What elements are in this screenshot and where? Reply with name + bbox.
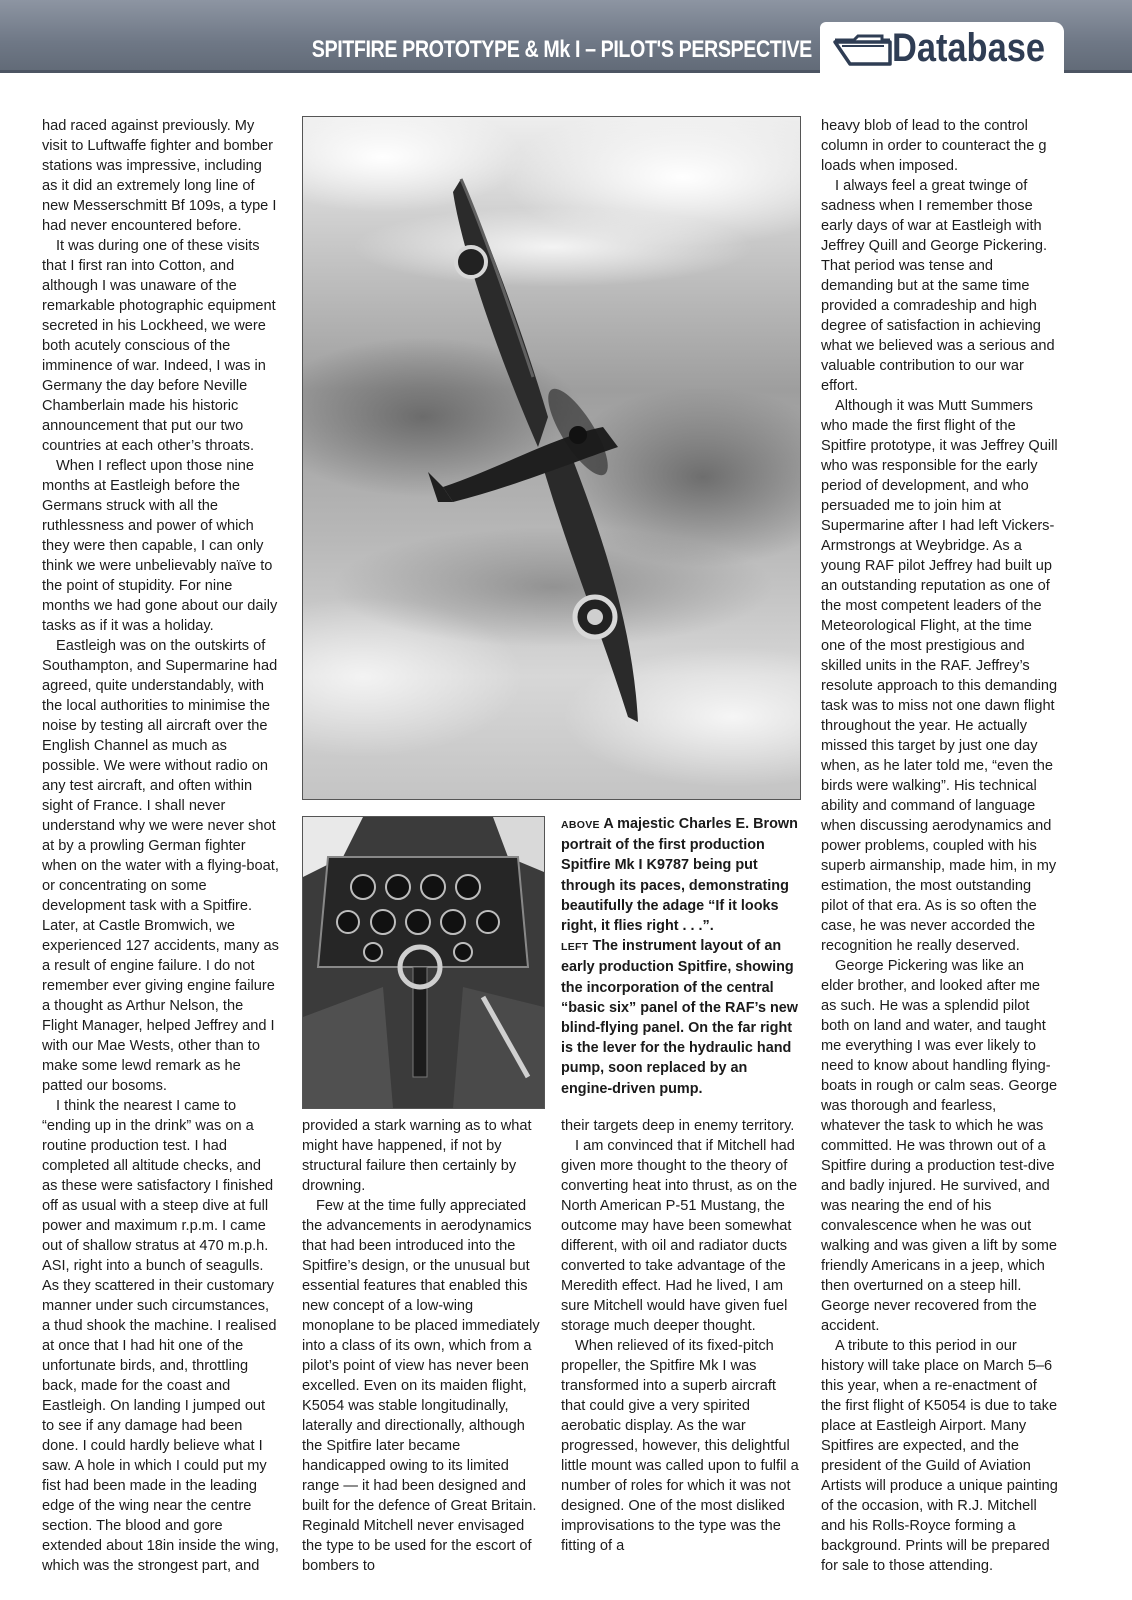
paragraph: heavy blob of lead to the control column in order to counteract the g loads when imposed. <box>821 118 1047 174</box>
paragraph: When relieved of its fixed-pitch propeller, the Spitfire Mk I was transformed into a superb aircraft that could give a very spirited aerobatic display. As the war progressed, however, this delightful little mount was called upon to fulfil a number of roles for which it was not designed. One of the most disliked improvisations to the type was the fitting of a <box>561 1338 799 1554</box>
paragraph: I always feel a great twinge of sadness when I remember those early days of war at Eastleigh with Jeffrey Quill and George Pickering. That period was tense and demanding but at the same time provided a comradeship and high degree of satisfaction in achieving what we believed was a serious and valuable contribution to our war effort. <box>821 178 1055 394</box>
paragraph: provided a stark warning as to what might have happened, if not by structural failure then certainly by drowning. <box>302 1118 532 1194</box>
cockpit-photo <box>302 816 545 1109</box>
paragraph: I think the nearest I came to “ending up in the drink” was on a routine production test. I had completed all altitude checks, and as these were satisfactory I finished off as usual with a steep dive at full power and maximum r.p.m. I came out of shallow stratus at 470 m.p.h. ASI, right into a bunch of seagulls. As they scattered in their customary manner under such circumstances, a thud shook the machine. I realised at once that I had hit one of the unfortunate birds, and, throttling back, made for the coast and Eastleigh. On landing I jumped out to see if any damage had been done. I could hardly believe what I saw. A hole in which I could put my fist had been made in the leading edge of the wing near the centre section. The blood and gore extended about 18in inside the wing, which was the strongest part, and <box>42 1098 279 1574</box>
caption-above-lead: ABOVE <box>561 819 600 831</box>
text-column-4 <box>821 116 1059 1576</box>
paragraph: their targets deep in enemy territory. <box>561 1118 795 1134</box>
spitfire-illustration <box>303 117 800 799</box>
article-title: SPITFIRE PROTOTYPE & Mk I – PILOT'S PERSPECTIVE <box>311 36 812 63</box>
paragraph: When I reflect upon those nine months at Eastleigh before the Germans struck with all the ruthlessness and power of which they were then capable, I can only think we were unbelievably naïve to the point of stupidity. For nine months we had gone about our daily tasks as if it was a holiday. <box>42 458 278 634</box>
paragraph: Few at the time fully appreciated the advancements in aerodynamics that had been introduced into the Spitfire’s design, or the unusual but essential features that enabled this new concept of a low-wing monoplane to be placed immediately into a class of its own, which from a pilot’s point of view has never been excelled. Even on its maiden flight, K5054 was stable longitudinally, laterally and directionally, although the Spitfire later became handicapped owing to its limited range — it had been designed and built for the defence of Great Britain. Reginald Mitchell never envisaged the type to be used for the escort of bombers to <box>302 1198 540 1574</box>
paragraph: I am convinced that if Mitchell had given more thought to the theory of converting heat into thrust, as on the North American P-51 Mustang, the outcome may have been somewhat different, with oil and radiator ducts converted to take advantage of the Meredith effect. Had he lived, I am sure Mitchell would have given fuel storage much deeper thought. <box>561 1138 798 1334</box>
section-label: Database <box>892 26 1045 70</box>
text-column-1 <box>42 116 280 1576</box>
paragraph: George Pickering was like an elder brother, and looked after me as such. He was a splendid pilot both on land and water, and taught me everything I was ever likely to need to know about handling flying-boats in rough or calm seas. George was thorough and fearless, whatever the task to which he was committed. He was thrown out of a Spitfire during a production test-dive and badly injured. He survived, and was nearing the end of his convalescence when he was out walking and was given a lift by some friendly Americans in a jeep, which then overturned on a steep hill. George never recovered from the accident. <box>821 958 1058 1334</box>
spitfire-photo <box>302 116 801 800</box>
folder-icon <box>832 32 894 70</box>
paragraph: Eastleigh was on the outskirts of Southampton, and Supermarine had agreed, quite understandably, with the local authorities to minimise the noise by testing all aircraft over the English Channel as much as possible. We were without radio on any test aircraft, and often within sight of France. I shall never understand why we were never shot at by a prowling German fighter when on the water with a flying-boat, or concentrating on some development task with a Spitfire. Later, at Castle Bromwich, we experienced 127 accidents, many as a result of engine failure. I do not remember ever giving engine failure a thought as Arthur Nelson, the Flight Manager, helped Jeffrey and I with our Mae Wests, other than to make some lewd remark as he patted our bosoms. <box>42 638 279 1094</box>
paragraph: It was during one of these visits that I first ran into Cotton, and although I was unaware of the remarkable photographic equipment secreted in his Lockheed, we were both acutely conscious of the imminence of war. Indeed, I was in Germany the day before Neville Chamberlain made his historic announcement that put our two countries at each other’s throats. <box>42 238 276 454</box>
paragraph: had raced against previously. My visit to Luftwaffe fighter and bomber stations was impressive, including as it did an extremely long line of new Messerschmitt Bf 109s, a type I had never encountered before. <box>42 118 277 234</box>
paragraph: A tribute to this period in our history will take place on March 5–6 this year, when a re-enactment of the first flight of K5054 is due to take place at Eastleigh Airport. Many Spitfires are expected, and the president of the Guild of Aviation Artists will produce a unique painting of the occasion, with R.J. Mitchell and his Rolls-Royce forming a background. Prints will be prepared for sale to those attending. <box>821 1338 1058 1574</box>
text-column-2 <box>302 1116 540 1576</box>
database-section-tab <box>820 22 1064 78</box>
cockpit-illustration <box>303 817 544 1108</box>
caption-left-text: The instrument layout of an early production Spitfire, showing the incorporation of the central “basic six” panel of the RAF’s new blind-flying panel. On the far right is the lever for the hydraulic hand pump, soon replaced by an engine-driven pump. <box>561 938 798 1097</box>
caption-left-lead: LEFT <box>561 941 589 954</box>
text-column-3 <box>561 1116 799 1556</box>
paragraph: Although it was Mutt Summers who made the first flight of the Spitfire prototype, it was Jeffrey Quill who was responsible for the early period of development, and who persuaded me to join him at Supermarine after I had left Vickers-Armstrongs at Weybridge. As a young RAF pilot Jeffrey had built up an outstanding reputation as one of the most competent leaders of the Meteorological Flight, at the time one of the most prestigious and skilled units in the RAF. Jeffrey’s resolute approach to this demanding task was to miss not one dawn flight throughout the year. He actually missed this target by just one day when, as he later told me, “even the birds were walking”. His technical ability and command of language when discussing aerodynamics and power problems, coupled with his superb airmanship, made him, in my estimation, the most outstanding pilot of that era. As is so often the case, he was never accorded the recognition he really deserved. <box>821 398 1058 954</box>
caption-above-text: A majestic Charles E. Brown portrait of the first production Spitfire Mk I K9787 being put through its paces, demonstrating beautifully the adage “If it looks right, it flies right . . .”. <box>561 816 798 935</box>
photo-captions <box>561 814 801 1099</box>
